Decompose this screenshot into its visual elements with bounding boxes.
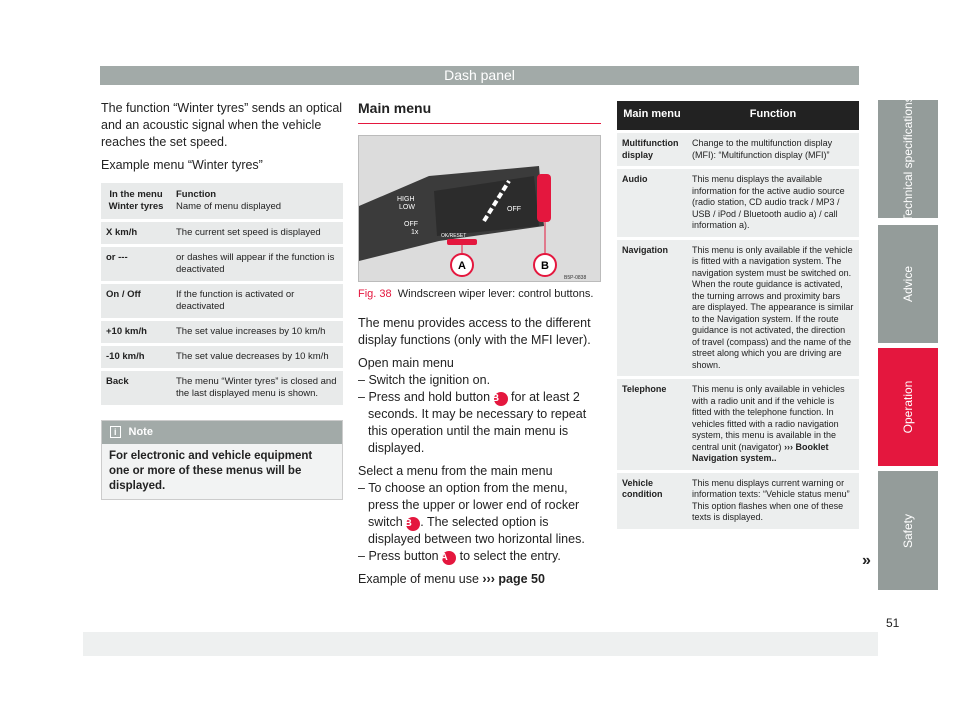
row-value [687, 133, 859, 166]
row-value-text: The current set speed is displayed [176, 227, 321, 238]
step-text: to select the entry. [459, 549, 561, 563]
row-key: On / Off [101, 284, 171, 318]
table-row [101, 222, 343, 244]
header-col2-title: Function [176, 189, 217, 200]
header-col2 [171, 183, 343, 219]
note-title: Note [128, 426, 153, 438]
table-row [101, 247, 343, 281]
row-value [171, 371, 343, 405]
label-off-rear: OFF [507, 206, 521, 213]
row-value [687, 379, 859, 470]
label-ok-reset: OK/RESET [441, 233, 467, 239]
row-key: X km/h [101, 222, 171, 244]
table-row [101, 284, 343, 318]
button-b-badge: B [494, 392, 508, 406]
table-row [101, 346, 343, 368]
step-text: Switch the ignition on. [368, 373, 491, 387]
label-low: LOW [399, 204, 415, 211]
tab-safety[interactable] [878, 471, 938, 590]
row-value-text: If the function is activated or deactivated [176, 289, 295, 312]
row-value [687, 169, 859, 237]
figure-caption [358, 288, 601, 301]
step: – Switch the ignition on. [358, 373, 491, 387]
row-key: -10 km/h [101, 346, 171, 368]
example-heading: Example menu “Winter tyres” [101, 158, 263, 172]
row-key: Multifunction display [617, 133, 687, 166]
button-b-badge: B [406, 517, 420, 531]
wiper-lever-illustration [359, 136, 600, 281]
step-text: . The selected option is displayed between two horizontal lines. [368, 515, 585, 546]
info-icon: i [110, 426, 121, 438]
step-text: Press button [368, 549, 439, 563]
tab-label: Technical specifications [901, 96, 915, 222]
header-col1: In the menu Winter tyres [101, 183, 171, 219]
row-value-text: The set value increases by 10 km/h [176, 326, 326, 337]
tab-label: Safety [901, 513, 915, 548]
button-a-badge: A [442, 551, 456, 565]
winter-tyres-table [101, 180, 343, 408]
caption-text: Windscreen wiper lever: control buttons. [397, 288, 594, 300]
table-row [617, 169, 859, 237]
table-row [101, 371, 343, 405]
row-value-text: The menu “Winter tyres” is closed and the last displayed menu is shown. [176, 376, 337, 399]
tab-label: Operation [901, 380, 915, 434]
row-key: +10 km/h [101, 321, 171, 343]
row-value [687, 240, 859, 377]
main-menu-table [617, 98, 859, 532]
step-text: To choose an option from the menu, press the upper or lower end of rocker switch [368, 481, 580, 529]
table-row [101, 321, 343, 343]
step-text: Press and hold button [368, 390, 491, 404]
row-value [171, 222, 343, 244]
row-key: Navigation [617, 240, 687, 377]
row-value-text: Change to the multifunction display (MFI): “Multifunction display (MFI)” [692, 138, 833, 160]
row-value-text: or dashes will appear if the function is deactivated [176, 252, 335, 275]
row-value [171, 247, 343, 281]
row-value-text: This menu displays the available information for the active audio source (radio station, CD audio track / MP3 / USB / iPod / Bluetooth audio a) / call information a). [692, 174, 845, 230]
callout-a: A [458, 260, 466, 272]
table-header [101, 183, 343, 219]
table-row [617, 240, 859, 377]
step: – To choose an option from the menu, press the upper or lower end of rocker switch B . The selected option is displayed between two horizontal lines. [358, 481, 585, 546]
note-header [102, 421, 342, 444]
menu-intro: The menu provides access to the different display functions (only with the MFI lever). [358, 316, 591, 347]
select-heading: Select a menu from the main menu [358, 464, 553, 478]
note-box [101, 420, 343, 500]
header-col1: Main menu [617, 101, 687, 130]
row-value [171, 321, 343, 343]
intro-text: The function “Winter tyres” sends an optical and an acoustic signal when the vehicle reaches the set speed. [101, 101, 343, 149]
right-column [617, 101, 859, 532]
figure-number: Fig. 38 [358, 288, 392, 300]
wiper-lever-figure [358, 135, 601, 282]
tab-label: Advice [901, 265, 915, 303]
note-body: For electronic and vehicle equipment one or more of these menus will be displayed. [102, 444, 342, 499]
example-ref [358, 571, 601, 588]
row-key: or --- [101, 247, 171, 281]
row-key: Telephone [617, 379, 687, 470]
callout-b: B [541, 260, 549, 272]
row-key: Vehicle condition [617, 473, 687, 529]
step-text: for at least 2 seconds. It may be necessary to repeat this operation until the main menu is displayed. [368, 390, 587, 455]
table-row [617, 133, 859, 166]
tab-operation[interactable] [878, 348, 938, 466]
example-text: Example of menu use [358, 572, 479, 586]
header-col2-sub: Name of menu displayed [176, 201, 282, 212]
label-1x: 1x [411, 229, 419, 236]
section-heading: Main menu [358, 100, 601, 124]
row-value [171, 346, 343, 368]
left-column [101, 100, 343, 500]
label-high: HIGH [397, 196, 415, 203]
step: – Press and hold button B for at least 2 seconds. It may be necessary to repeat this operation until the main menu is displayed. [358, 390, 587, 455]
table-row [617, 379, 859, 470]
label-off: OFF [404, 221, 418, 228]
row-key: Back [101, 371, 171, 405]
continue-icon: » [862, 552, 871, 569]
row-value-text: This menu displays current warning or information texts: “Vehicle status menu” This option flashes when one of these texts is displayed. [692, 477, 850, 522]
header-col2: Function [687, 101, 859, 130]
table-header [617, 101, 859, 130]
page-link[interactable]: ››› page 50 [482, 572, 545, 586]
row-value-text: This menu is only available if the vehicle is fitted with a navigation system. The navigation system must be switched on. When the route guidance is activated, the turning arrows and proximity bars are displayed. The appearance is similar to the Navigation system. If the route guidance is not activated, the direction of travel (compass) and the name of the street along which you are driving are shown. [692, 244, 854, 370]
step: – Press button A to select the entry. [358, 549, 561, 563]
figure-code: B5P-0838 [564, 275, 587, 281]
page-number: 51 [886, 616, 900, 630]
booklet-link[interactable]: ››› Booklet Navigation system.. [692, 441, 829, 463]
table-row [617, 473, 859, 529]
middle-column [358, 100, 601, 588]
row-value [687, 473, 859, 529]
row-value-text: This menu is only available in vehicles with a radio unit and if the vehicle is fitted with the telephone function. In vehicles fitted with a radio navigation system, this menu is available in the central unit (navigator) [692, 384, 845, 452]
row-value-text: The set value decreases by 10 km/h [176, 351, 329, 362]
page-header: Dash panel [100, 66, 859, 85]
row-key: Audio [617, 169, 687, 237]
open-heading: Open main menu [358, 356, 454, 370]
tab-advice[interactable] [878, 225, 938, 343]
row-value [171, 284, 343, 318]
tab-technical-specifications[interactable] [878, 96, 938, 222]
